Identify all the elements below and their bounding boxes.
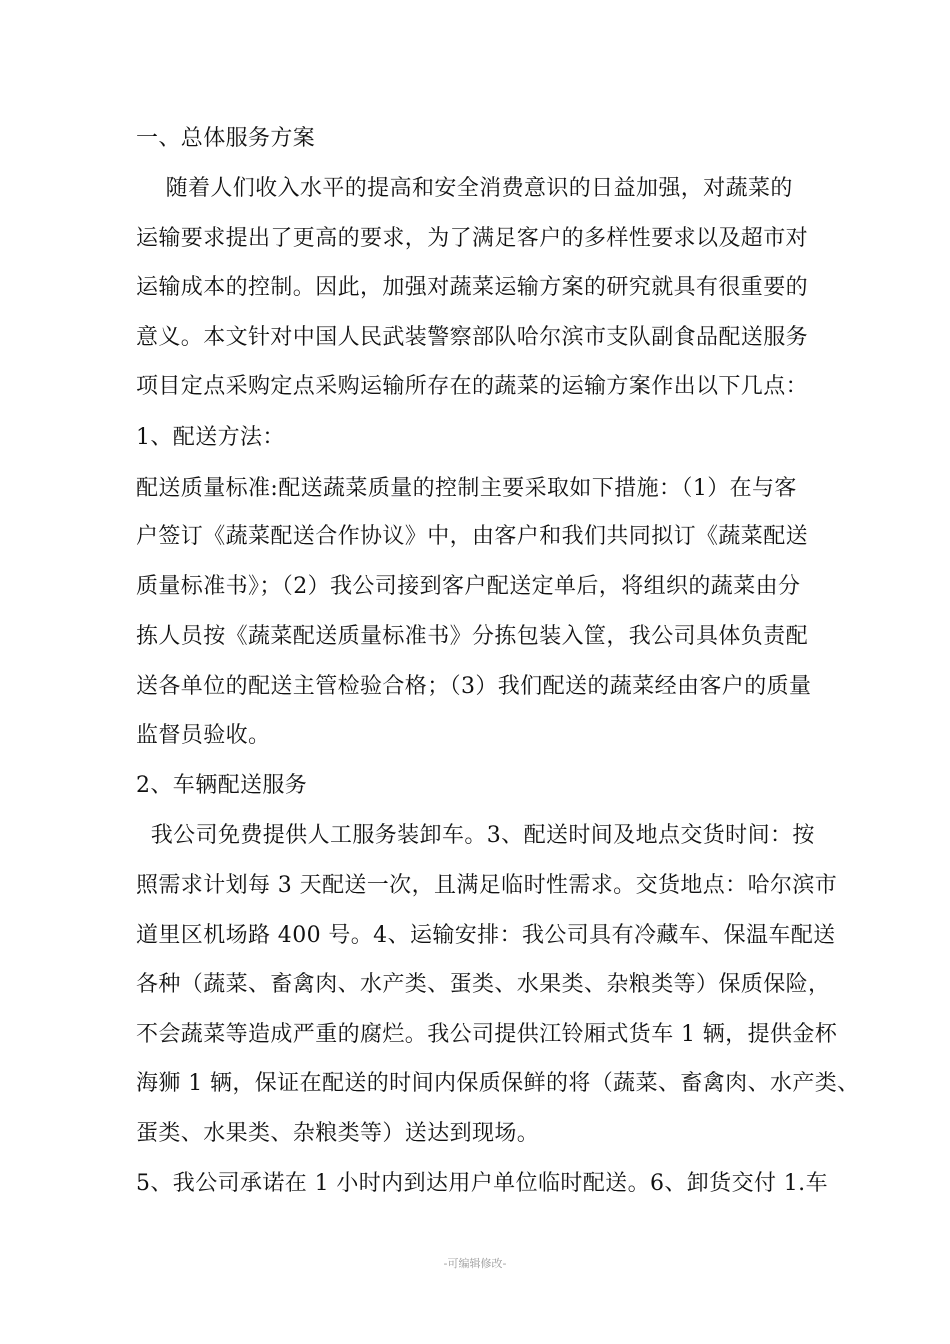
paragraph-line: 质量标准书》；（2）我公司接到客户配送定单后，将组织的蔬菜由分 bbox=[136, 574, 801, 599]
paragraph-line: 项目定点采购定点采购运输所存在的蔬菜的运输方案作出以下几点： bbox=[136, 374, 809, 399]
paragraph-line: 配送质量标准:配送蔬菜质量的控制主要采取如下措施：（1）在与客 bbox=[136, 476, 797, 501]
paragraph-line: 各种（蔬菜、畜禽肉、水产类、蛋类、水果类、杂粮类等）保质保险， bbox=[136, 972, 831, 997]
paragraph-line: 道里区机场路 400 号。4、运输安排：我公司具有冷藏车、保温车配送 bbox=[136, 923, 836, 948]
paragraph-line: 5、我公司承诺在 1 小时内到达用户单位临时配送。6、卸货交付 1.车 bbox=[136, 1171, 828, 1196]
subheading: 1、配送方法： bbox=[136, 425, 285, 450]
paragraph-line: 运输要求提出了更高的要求，为了满足客户的多样性要求以及超市对 bbox=[136, 226, 809, 251]
subheading: 2、车辆配送服务 bbox=[136, 773, 308, 798]
paragraph-line: 户签订《蔬菜配送合作协议》中，由客户和我们共同拟订《蔬菜配送 bbox=[136, 524, 809, 549]
paragraph-line: 不会蔬菜等造成严重的腐烂。我公司提供江铃厢式货车 1 辆，提供金杯 bbox=[136, 1022, 838, 1047]
paragraph-line: 我公司免费提供人工服务装卸车。3、配送时间及地点交货时间：按 bbox=[136, 823, 815, 848]
section-heading: 一、总体服务方案 bbox=[136, 126, 316, 151]
paragraph-line: 运输成本的控制。因此，加强对蔬菜运输方案的研究就具有很重要的 bbox=[136, 275, 809, 300]
paragraph-line: 海狮 1 辆，保证在配送的时间内保质保鲜的将（蔬菜、畜禽肉、水产类、 bbox=[136, 1071, 860, 1096]
paragraph-line: 蛋类、水果类、杂粮类等）送达到现场。 bbox=[136, 1121, 540, 1146]
paragraph-line: 监督员验收。 bbox=[136, 723, 271, 748]
page-footer: -可编辑修改- bbox=[443, 1257, 507, 1270]
paragraph-line: 意义。本文针对中国人民武装警察部队哈尔滨市支队副食品配送服务 bbox=[136, 325, 809, 350]
paragraph-line: 随着人们收入水平的提高和安全消费意识的日益加强，对蔬菜的 bbox=[136, 176, 793, 201]
paragraph-line: 照需求计划每 3 天配送一次，且满足临时性需求。交货地点：哈尔滨市 bbox=[136, 873, 838, 898]
paragraph-line: 拣人员按《蔬菜配送质量标准书》分拣包装入筐，我公司具体负责配 bbox=[136, 624, 809, 649]
paragraph-line: 送各单位的配送主管检验合格；（3）我们配送的蔬菜经由客户的质量 bbox=[136, 674, 812, 699]
